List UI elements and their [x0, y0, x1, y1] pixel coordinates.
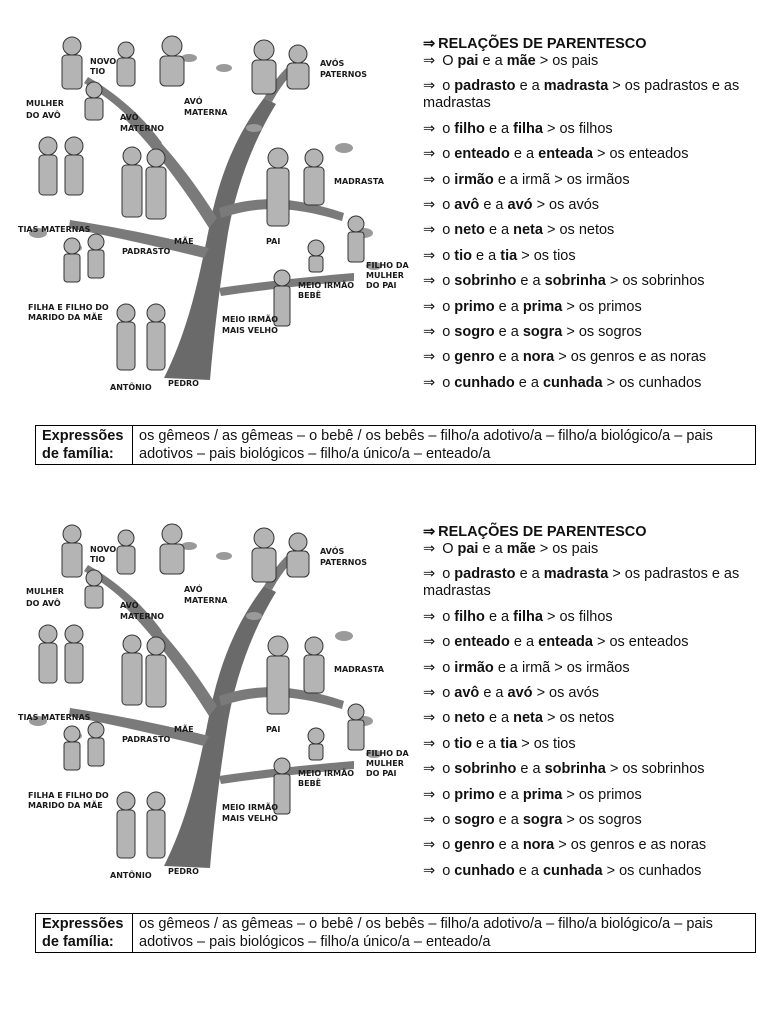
person-meio-irmao-bebe [308, 728, 324, 760]
expressions-text: os gêmeos / as gêmeas – o bebê / os bebês – filho/a adotivo/a – filho/a biológico/a – pais adotivos – pais biológicos – filho/a único/a – enteado/a [133, 914, 756, 953]
relation-item [423, 541, 763, 558]
relation-term-1: tio [454, 247, 473, 264]
relation-conjunction: e a [482, 53, 503, 69]
relation-item [423, 761, 763, 778]
person-padrasto [122, 147, 142, 217]
relation-term-2: neta [513, 222, 543, 239]
relation-conjunction: e a [519, 566, 540, 583]
relation-term-2: nora [522, 349, 555, 366]
relation-conjunction: e a [483, 684, 504, 701]
arrow-icon: ⇒ [423, 524, 436, 540]
relation-article: o [442, 78, 451, 95]
label-avo-materna: AVÓ MATERNA [184, 97, 228, 117]
label-avos-paternos: AVÓS PATERNOS [320, 547, 368, 567]
relation-plural: > os sobrinhos [609, 273, 705, 290]
label-meio-irmao-bebe: MEIO IRMÃO BEBÊ [298, 281, 355, 300]
relation-conjunction: e a [498, 811, 519, 828]
arrow-icon: ⇒ [423, 146, 436, 163]
family-tree-drawing [14, 28, 410, 404]
relation-term-1: tio [454, 735, 473, 752]
arrow-icon: ⇒ [423, 659, 436, 676]
arrow-icon: ⇒ [423, 222, 436, 239]
relation-term-1: padrasto [454, 78, 516, 95]
relation-conjunction: e a [498, 323, 519, 340]
relation-conjunction: e a [498, 349, 519, 366]
label-filho-da-mulher-do-pai: FILHO DA MULHER DO PAI [366, 261, 409, 290]
relation-term-2: neta [513, 710, 543, 727]
person-avo-paterno [252, 40, 276, 94]
person-mulher-do-avo [62, 37, 82, 89]
relation-item [423, 172, 763, 189]
arrow-icon: ⇒ [423, 323, 436, 340]
expressions-table [35, 913, 756, 953]
relation-plural: > os padrastos e as madrastas [423, 78, 740, 112]
relation-plural: > os enteados [596, 146, 689, 163]
relation-item [423, 349, 763, 366]
label-meio-irmao-bebe: MEIO IRMÃO BEBÊ [298, 769, 355, 788]
relation-term-1: sogro [454, 323, 495, 340]
person-tia-materna-2 [65, 137, 83, 195]
relation-article: o [442, 837, 451, 854]
expressions-label: Expressões de família: [36, 914, 133, 953]
label-avo-materno: AVÔ MATERNO [120, 113, 165, 133]
label-tias-maternas: TIAS MATERNAS [18, 713, 91, 722]
relation-term-2: sobrinha [544, 273, 606, 290]
relations-heading-text: RELAÇÕES DE PARENTESCO [438, 36, 647, 52]
relation-item [423, 299, 763, 316]
relation-term-2: sobrinha [544, 761, 606, 778]
relation-article: o [442, 684, 451, 701]
relation-item [423, 710, 763, 727]
relation-conjunction: e a [513, 634, 535, 651]
relation-item [423, 197, 763, 214]
relation-article: o [442, 811, 451, 828]
relation-term-2: avó [507, 196, 533, 213]
relation-term-2: madrasta [543, 78, 609, 95]
relation-term-2: enteada [538, 146, 593, 163]
relation-item [423, 685, 763, 702]
person-filha-marido [64, 726, 80, 770]
relation-term-1: genro [454, 837, 495, 854]
relation-item [423, 634, 763, 651]
relation-item [423, 78, 763, 112]
relation-term-1: irmão [454, 659, 494, 676]
person-tia-materna-1 [39, 625, 57, 683]
relation-article: o [442, 862, 451, 879]
relation-conjunction: e a [513, 146, 535, 163]
relation-term-1: enteado [454, 146, 510, 163]
relation-plural: > os avós [536, 684, 600, 701]
relation-article: o [442, 710, 451, 727]
arrow-icon: ⇒ [423, 196, 436, 213]
relation-article: o [442, 374, 451, 391]
relation-article: O [442, 541, 454, 557]
relation-term-1: sogro [454, 811, 495, 828]
relation-article: o [442, 608, 451, 625]
person-antonio [117, 792, 135, 858]
relations-heading [423, 36, 763, 53]
person-madrasta [304, 149, 324, 205]
arrow-icon: ⇒ [423, 710, 436, 727]
relation-article: o [442, 247, 451, 264]
arrow-icon: ⇒ [423, 837, 436, 854]
relation-item [423, 566, 763, 600]
document-block-1 [0, 28, 768, 508]
relation-term-1: neto [454, 710, 485, 727]
arrow-icon: ⇒ [423, 634, 436, 651]
arrow-icon: ⇒ [423, 273, 436, 290]
relation-term-1: filho [454, 120, 485, 137]
relation-plural: > os genros e as noras [558, 349, 707, 366]
relation-term-1: filho [454, 608, 485, 625]
relation-conjunction: e a [488, 608, 510, 625]
person-pedro [147, 304, 165, 370]
label-mulher-do-avo: MULHER DO AVÔ [26, 587, 64, 608]
person-avo-paterno [252, 528, 276, 582]
relation-item [423, 609, 763, 626]
person-avo-materno [85, 570, 103, 608]
relation-item [423, 812, 763, 829]
relation-article: o [442, 659, 451, 676]
relation-article: o [442, 323, 451, 340]
family-tree-illustration [14, 516, 410, 892]
relation-term-1: avô [454, 684, 480, 701]
person-pai [267, 148, 289, 226]
person-padrasto [122, 635, 142, 705]
relation-plural: > os pais [539, 53, 599, 69]
relation-plural: > os tios [521, 735, 576, 752]
relation-article: O [442, 53, 454, 69]
relation-item [423, 273, 763, 290]
person-filha-marido [64, 238, 80, 282]
relation-term-1: pai [457, 541, 479, 557]
arrow-icon: ⇒ [423, 684, 436, 701]
relation-item [423, 863, 763, 880]
person-meio-irmao-bebe [308, 240, 324, 272]
relation-conjunction: e a [518, 374, 539, 391]
relation-item [423, 121, 763, 138]
arrow-icon: ⇒ [423, 541, 436, 557]
label-pai: PAI [266, 725, 281, 734]
person-filho-da-mulher-do-pai [348, 704, 364, 750]
label-pai: PAI [266, 237, 281, 246]
arrow-icon: ⇒ [423, 566, 436, 583]
label-avo-materna: AVÓ MATERNA [184, 585, 228, 605]
relation-term-2: avó [507, 684, 533, 701]
relation-plural: > os tios [521, 247, 576, 264]
relation-conjunction: e a [476, 247, 497, 264]
label-madrasta: MADRASTA [334, 177, 384, 186]
relation-plural: > os irmãos [554, 171, 630, 188]
relation-item [423, 222, 763, 239]
relation-conjunction: e a [483, 196, 504, 213]
relation-item [423, 736, 763, 753]
relation-term-2: filha [513, 608, 543, 625]
relation-term-2: mãe [506, 541, 536, 557]
relation-article: o [442, 171, 451, 188]
relation-article: o [442, 786, 451, 803]
label-tias-maternas: TIAS MATERNAS [18, 225, 91, 234]
relation-article: o [442, 222, 451, 239]
person-madrasta [304, 637, 324, 693]
arrow-icon: ⇒ [423, 247, 436, 264]
relation-term-1: primo [454, 786, 495, 803]
label-meio-irmao-mais-velho: MEIO IRMÃO MAIS VELHO [222, 315, 279, 335]
relation-term-1: cunhado [454, 862, 515, 879]
relation-plural: > os primos [566, 786, 642, 803]
arrow-icon: ⇒ [423, 761, 436, 778]
label-antonio: ANTÔNIO [110, 383, 152, 392]
label-avos-paternos: AVÓS PATERNOS [320, 59, 368, 79]
relation-item [423, 375, 763, 392]
relation-plural: > os netos [547, 710, 615, 727]
arrow-icon: ⇒ [423, 298, 436, 315]
family-tree-illustration [14, 28, 410, 404]
relation-conjunction: e a [520, 761, 541, 778]
person-pedro [147, 792, 165, 858]
relation-term-1: sobrinho [454, 273, 517, 290]
relation-plural: > os netos [547, 222, 615, 239]
label-filha-e-filho-do-marido: FILHA E FILHO DO MARIDO DA MÃE [28, 303, 109, 322]
relation-term-2: sogra [522, 811, 563, 828]
relation-item [423, 787, 763, 804]
relation-term-1: avô [454, 196, 480, 213]
arrow-icon: ⇒ [423, 78, 436, 95]
arrow-icon: ⇒ [423, 786, 436, 803]
label-mae: MÃE [174, 237, 194, 246]
relation-term-2: nora [522, 837, 555, 854]
relation-plural: > os cunhados [606, 862, 702, 879]
relation-conjunction: e a [498, 837, 519, 854]
relation-conjunction: e a [482, 541, 503, 557]
relation-plural: > os irmãos [554, 659, 630, 676]
relation-article: o [442, 196, 451, 213]
relation-term-2: cunhada [542, 374, 603, 391]
relation-plural: > os filhos [546, 120, 613, 137]
label-novo-tio: NOVO TIO [90, 57, 117, 76]
relation-term-1: neto [454, 222, 485, 239]
relation-term-2: tia [500, 247, 518, 264]
relation-plural: > os genros e as noras [558, 837, 707, 854]
person-mae [146, 637, 166, 707]
relation-term-1: primo [454, 298, 495, 315]
arrow-icon: ⇒ [423, 862, 436, 879]
label-madrasta: MADRASTA [334, 665, 384, 674]
relation-article: o [442, 298, 451, 315]
arrow-icon: ⇒ [423, 811, 436, 828]
relations-heading-text: RELAÇÕES DE PARENTESCO [438, 524, 647, 540]
label-mae: MÃE [174, 725, 194, 734]
relation-article: o [442, 146, 451, 163]
label-filho-da-mulher-do-pai: FILHO DA MULHER DO PAI [366, 749, 409, 778]
relation-plural: > os cunhados [606, 374, 702, 391]
label-filha-e-filho-do-marido: FILHA E FILHO DO MARIDO DA MÃE [28, 791, 109, 810]
person-avo-materno [85, 82, 103, 120]
relation-term-1: genro [454, 349, 495, 366]
relation-conjunction: e a [498, 786, 519, 803]
relation-conjunction: e a [520, 273, 541, 290]
relations-list [423, 524, 763, 888]
relation-term-1: irmão [454, 171, 494, 188]
relation-conjunction: e a irmã [497, 171, 551, 188]
person-novo-tio [117, 42, 135, 86]
arrow-icon: ⇒ [423, 349, 436, 366]
relation-item [423, 660, 763, 677]
relation-term-1: padrasto [454, 566, 516, 583]
relation-term-2: prima [522, 786, 563, 803]
relation-plural: > os avós [536, 196, 600, 213]
person-antonio [117, 304, 135, 370]
person-avo-materna [160, 36, 184, 86]
relations-list [423, 36, 763, 400]
arrow-icon: ⇒ [423, 36, 436, 52]
label-pedro: PEDRO [168, 867, 199, 876]
arrow-icon: ⇒ [423, 120, 436, 137]
relation-plural: > os primos [566, 298, 642, 315]
person-mae [146, 149, 166, 219]
relation-plural: > os filhos [546, 608, 613, 625]
relation-article: o [442, 120, 451, 137]
person-tia-materna-1 [39, 137, 57, 195]
relation-conjunction: e a [498, 298, 519, 315]
relation-item [423, 53, 763, 70]
relation-term-2: madrasta [543, 566, 609, 583]
label-avo-materno: AVÔ MATERNO [120, 601, 165, 621]
relation-conjunction: e a [476, 735, 497, 752]
relation-term-2: sogra [522, 323, 563, 340]
arrow-icon: ⇒ [423, 171, 436, 188]
person-filho-marido [88, 234, 104, 278]
person-mulher-do-avo [62, 525, 82, 577]
arrow-icon: ⇒ [423, 608, 436, 625]
arrow-icon: ⇒ [423, 735, 436, 752]
relation-article: o [442, 735, 451, 752]
document-block-2 [0, 516, 768, 996]
relation-term-2: enteada [538, 634, 593, 651]
relation-item [423, 146, 763, 163]
relation-plural: > os sobrinhos [609, 761, 705, 778]
person-avo-paterna [287, 45, 309, 89]
relation-item [423, 837, 763, 854]
expressions-label: Expressões de família: [36, 426, 133, 465]
label-pedro: PEDRO [168, 379, 199, 388]
person-avo-paterna [287, 533, 309, 577]
arrow-icon: ⇒ [423, 53, 436, 69]
relation-term-2: mãe [506, 53, 536, 69]
person-pai [267, 636, 289, 714]
relation-conjunction: e a [488, 710, 510, 727]
relation-article: o [442, 761, 451, 778]
label-meio-irmao-mais-velho: MEIO IRMÃO MAIS VELHO [222, 803, 279, 823]
label-padrasto: PADRASTO [122, 247, 171, 256]
relation-term-1: cunhado [454, 374, 515, 391]
relation-term-1: pai [457, 53, 479, 69]
expressions-text: os gêmeos / as gêmeas – o bebê / os bebês – filho/a adotivo/a – filho/a biológico/a – pais adotivos – pais biológicos – filho/a único/a – enteado/a [133, 426, 756, 465]
label-antonio: ANTÔNIO [110, 871, 152, 880]
person-filho-da-mulher-do-pai [348, 216, 364, 262]
relation-term-2: filha [513, 120, 543, 137]
relation-article: o [442, 566, 451, 583]
label-padrasto: PADRASTO [122, 735, 171, 744]
relation-term-2: cunhada [542, 862, 603, 879]
person-tia-materna-2 [65, 625, 83, 683]
relations-heading [423, 524, 763, 541]
relation-conjunction: e a irmã [497, 659, 551, 676]
relation-item [423, 324, 763, 341]
label-novo-tio: NOVO TIO [90, 545, 117, 564]
relation-plural: > os padrastos e as madrastas [423, 566, 740, 600]
relation-conjunction: e a [488, 120, 510, 137]
person-filho-marido [88, 722, 104, 766]
relation-conjunction: e a [488, 222, 510, 239]
relation-term-1: sobrinho [454, 761, 517, 778]
relation-article: o [442, 273, 451, 290]
relation-plural: > os enteados [596, 634, 689, 651]
relation-term-1: enteado [454, 634, 510, 651]
label-mulher-do-avo: MULHER DO AVÔ [26, 99, 64, 120]
arrow-icon: ⇒ [423, 374, 436, 391]
family-tree-drawing [14, 516, 410, 892]
relation-plural: > os sogros [566, 811, 642, 828]
relation-article: o [442, 634, 451, 651]
relation-plural: > os pais [539, 541, 599, 557]
relation-plural: > os sogros [566, 323, 642, 340]
relation-item [423, 248, 763, 265]
expressions-table [35, 425, 756, 465]
relation-conjunction: e a [518, 862, 539, 879]
relation-term-2: tia [500, 735, 518, 752]
person-novo-tio [117, 530, 135, 574]
relation-conjunction: e a [519, 78, 540, 95]
relation-term-2: prima [522, 298, 563, 315]
relation-article: o [442, 349, 451, 366]
person-avo-materna [160, 524, 184, 574]
